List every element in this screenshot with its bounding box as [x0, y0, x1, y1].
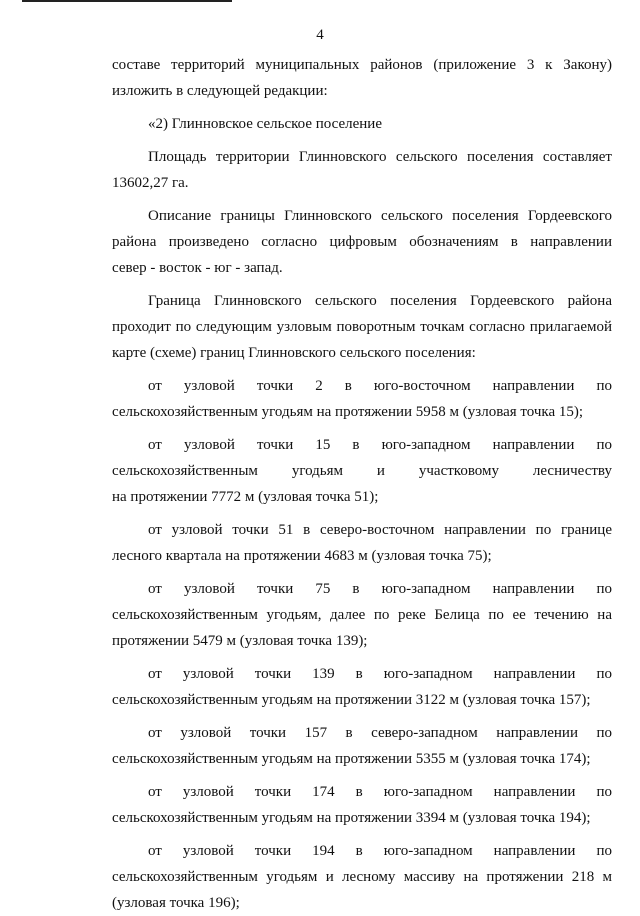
text-line: сельскохозяйственным угодьям на протяжении 5958 м (узловая точка 15);: [112, 404, 584, 420]
text-line: «2) Глинновское сельское поселение: [148, 116, 382, 132]
paragraph-boundary: [112, 288, 612, 366]
paragraph-segment: [112, 373, 612, 425]
text-line: от узловой точки 2 в юго-восточном направлении по: [148, 378, 612, 394]
text-line: протяжении 5479 м (узловая точка 139);: [112, 633, 368, 649]
text-line: от узловой точки 51 в северо-восточном направлении по границе: [148, 522, 612, 538]
paragraph-segment: [112, 661, 612, 713]
page-number: 4: [316, 27, 324, 43]
text-line: 13602,27 га.: [112, 175, 189, 191]
document-body: [112, 52, 612, 916]
paragraph-description: [112, 203, 612, 281]
text-line: от узловой точки 174 в юго-западном направлении по: [148, 784, 612, 800]
text-line: от узловой точки 194 в юго-западном направлении по: [148, 843, 612, 859]
text-line: сельскохозяйственным угодьям на протяжении 3394 м (узловая точка 194);: [112, 810, 591, 826]
text-line: изложить в следующей редакции:: [112, 83, 328, 99]
paragraph-heading: [112, 111, 612, 137]
text-line: от узловой точки 139 в юго-западном направлении по: [148, 666, 612, 682]
text-line: сельскохозяйственным угодьям на протяжении 3122 м (узловая точка 157);: [112, 692, 591, 708]
text-line: сельскохозяйственным угодьям, далее по реке Белица по ее течению на: [112, 607, 612, 623]
text-line: составе территорий муниципальных районов (приложение 3 к Закону): [112, 57, 612, 73]
text-line: Площадь территории Глинновского сельского поселения составляет: [148, 149, 612, 165]
text-line: от узловой точки 75 в юго-западном направлении по: [148, 581, 612, 597]
text-line: сельскохозяйственным угодьям на протяжении 5355 м (узловая точка 174);: [112, 751, 591, 767]
text-line: от узловой точки 157 в северо-западном направлении по: [148, 725, 612, 741]
text-line: север - восток - юг - запад.: [112, 260, 283, 276]
top-rule: [22, 0, 232, 2]
text-line: на протяжении 7772 м (узловая точка 51);: [112, 489, 379, 505]
text-line: сельскохозяйственным угодьям и участковому лесничеству: [112, 463, 612, 479]
paragraph-intro: [112, 52, 612, 104]
text-line: проходит по следующим узловым поворотным точкам согласно прилагаемой: [112, 319, 612, 335]
text-line: Описание границы Глинновского сельского поселения Гордеевского: [148, 208, 612, 224]
paragraph-segment: [112, 517, 612, 569]
paragraph-segment: [112, 576, 612, 654]
text-line: сельскохозяйственным угодьям и лесному массиву на протяжении 218 м: [112, 869, 612, 885]
text-line: Граница Глинновского сельского поселения Гордеевского района: [148, 293, 612, 309]
text-line: района произведено согласно цифровым обозначениям в направлении: [112, 234, 612, 250]
text-line: (узловая точка 196);: [112, 895, 240, 911]
paragraph-segment: [112, 720, 612, 772]
text-line: лесного квартала на протяжении 4683 м (узловая точка 75);: [112, 548, 492, 564]
paragraph-segment: [112, 432, 612, 510]
text-line: карте (схеме) границ Глинновского сельского поселения:: [112, 345, 476, 361]
paragraph-area: [112, 144, 612, 196]
paragraph-segment: [112, 779, 612, 831]
paragraph-segment: [112, 838, 612, 916]
text-line: от узловой точки 15 в юго-западном направлении по: [148, 437, 612, 453]
